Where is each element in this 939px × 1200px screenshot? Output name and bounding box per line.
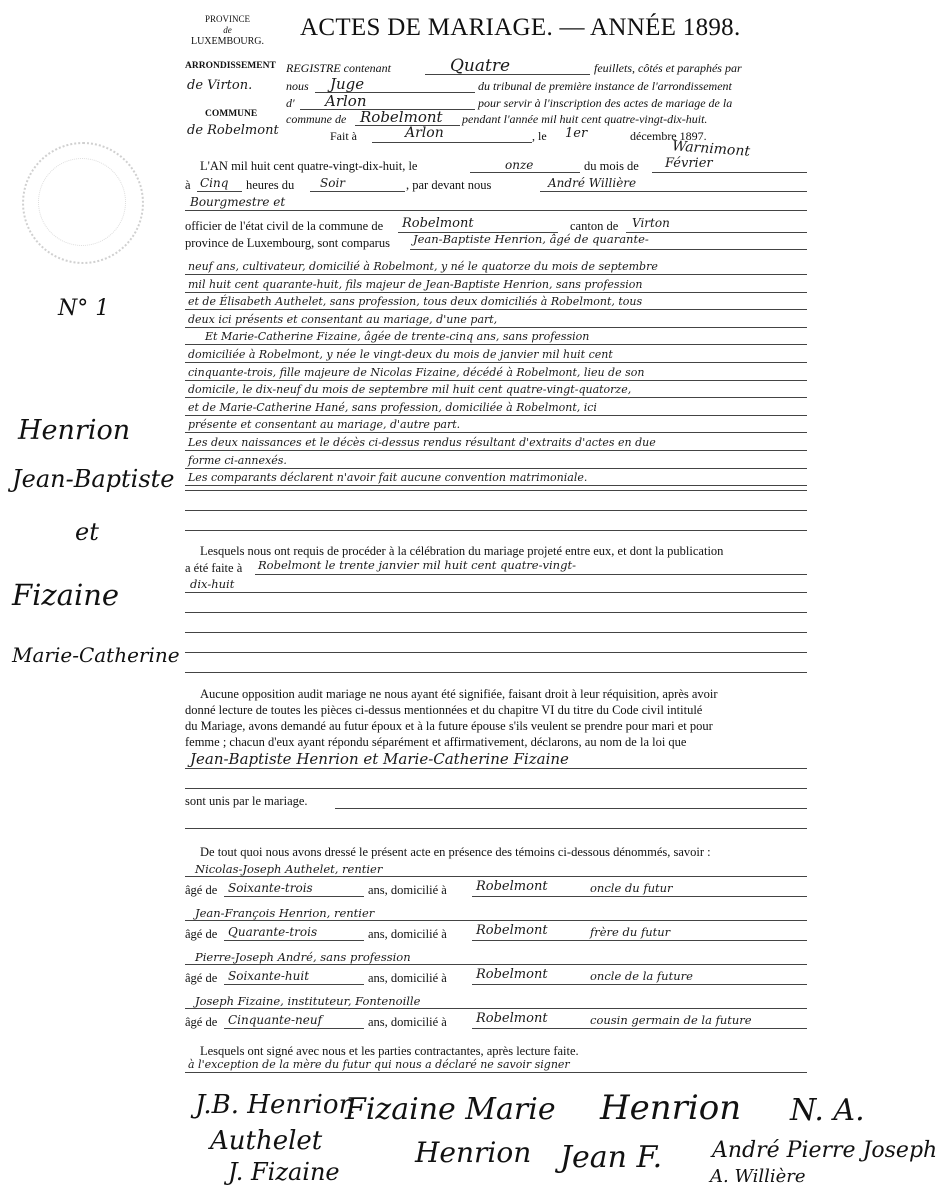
register-l1-hw: Quatre — [450, 56, 511, 76]
handwritten-line: deux ici présents et consentant au mariage, d'une part, — [188, 312, 498, 326]
witness-age-label: âgé de — [185, 883, 218, 897]
handwritten-line: cinquante-trois, fille majeure de Nicolas Fizaine, décédé à Robelmont, lieu de son — [188, 365, 645, 379]
arrondissement-value: de Virton. — [187, 78, 253, 93]
witness-name: Joseph Fizaine, instituteur, Fontenoille — [195, 994, 421, 1008]
witness-age-label: âgé de — [185, 927, 218, 941]
body-p1-hw1: onze — [505, 158, 534, 172]
publication-text-2: a été faite à — [185, 561, 243, 575]
ruled-line — [185, 344, 807, 345]
ruled-line — [185, 964, 807, 965]
handwritten-line: forme ci-annexés. — [188, 453, 287, 467]
register-l3a: d' — [286, 96, 295, 110]
ruled-line — [185, 292, 807, 293]
ruled-line — [185, 362, 807, 363]
witness-place: Robelmont — [476, 967, 548, 982]
signature-9: J. Fizaine — [228, 1158, 340, 1186]
handwritten-line: domicile, le dix-neuf du mois de septembre mil huit cent quatre-vingt-quatorze, — [188, 383, 632, 397]
body-p1-hw2: Février — [665, 156, 713, 171]
body-p2-hw1: Cinq — [200, 176, 229, 190]
witness-ans-label: ans, domicilié à — [368, 971, 447, 985]
province-name: LUXEMBOURG. — [190, 35, 265, 47]
ruled-line — [224, 1028, 364, 1029]
body-p2b: heures du — [246, 178, 295, 192]
ruled-line — [185, 397, 807, 398]
signature-4: N. A. — [790, 1093, 865, 1128]
register-l3-hw: Arlon — [325, 92, 367, 110]
ruled-line — [224, 940, 364, 941]
ruled-line — [472, 896, 807, 897]
witness-relation: oncle du futur — [590, 881, 673, 895]
witness-age-label: âgé de — [185, 1015, 218, 1029]
body-p2a: à — [185, 178, 191, 192]
witness-ans-label: ans, domicilié à — [368, 927, 447, 941]
handwritten-line: et de Marie-Catherine Hané, sans profession, domiciliée à Robelmont, ici — [188, 400, 597, 414]
signature-5: Authelet — [210, 1126, 323, 1156]
ruled-line — [472, 1028, 807, 1029]
witness-age: Soixante-trois — [228, 881, 313, 895]
witness-ans-label: ans, domicilié à — [368, 883, 447, 897]
register-l1b: feuillets, côtés et paraphés par — [594, 61, 742, 75]
witness-place: Robelmont — [476, 1011, 548, 1026]
register-l5-hw: Arlon — [405, 125, 444, 141]
handwritten-line: présente et consentant au mariage, d'autre part. — [188, 418, 461, 432]
ruled-line — [185, 468, 807, 469]
ruled-line — [185, 274, 807, 275]
act-number: N° 1 — [58, 296, 110, 321]
province-de: de — [223, 24, 232, 35]
commune-value: de Robelmont — [187, 123, 279, 138]
ruled-line — [185, 415, 807, 416]
body-p5a: province de Luxembourg, sont comparus — [185, 236, 390, 250]
register-l5a: Fait à — [330, 129, 357, 143]
witness-place: Robelmont — [476, 879, 548, 894]
witness-name: Pierre-Joseph André, sans profession — [195, 950, 411, 964]
witness-intro: De tout quoi nous avons dressé le présent acte en présence des témoins ci-dessous dénommés, savoir : — [200, 845, 711, 859]
margin-name-2: Jean-Baptiste — [12, 465, 175, 493]
ruled-line — [185, 876, 807, 877]
body-p5-hw: Jean-Baptiste Henrion, âgé de quarante- — [413, 232, 649, 246]
signature-10: A. Willière — [710, 1166, 806, 1187]
body-p1a: L'AN mil huit cent quatre-vingt-dix-huit, le — [200, 159, 418, 173]
ruled-line — [185, 450, 807, 451]
opposition-hw: Jean-Baptiste Henrion et Marie-Catherine Fizaine — [190, 750, 569, 768]
province-label: PROVINCE — [204, 14, 250, 24]
register-l5-hw2: 1er — [565, 126, 588, 141]
body-p2-hw2: Soir — [320, 176, 346, 190]
publication-text: Lesquels nous ont requis de procéder à la célébration du mariage projeté entre eux, et dont la publication — [200, 544, 724, 558]
ruled-line — [472, 940, 807, 941]
opposition-line-1: Aucune opposition audit mariage ne nous ayant été signifiée, faisant droit à leur réquisition, après avoir — [200, 687, 718, 701]
registrar-signature: Warnimont — [671, 138, 751, 160]
opposition-line-3: du Mariage, avons demandé au futur époux et à la future épouse s'ils veulent se prendre pour mari et pour — [185, 719, 713, 733]
witness-relation: cousin germain de la future — [590, 1013, 752, 1027]
witness-age: Soixante-huit — [228, 969, 310, 983]
register-l2-hw: Juge — [330, 75, 365, 93]
ruled-line — [224, 896, 364, 897]
body-p4b: canton de — [570, 219, 619, 233]
opposition-line-4: femme ; chacun d'eux ayant répondu séparément et affirmativement, déclarons, au nom de la loi que — [185, 735, 687, 749]
signature-8: André Pierre Joseph — [712, 1138, 938, 1163]
official-seal-inner — [38, 158, 126, 246]
handwritten-line: mil huit cent quarante-huit, fils majeur de Jean-Baptiste Henrion, sans profession — [188, 277, 643, 291]
arrondissement-label: ARRONDISSEMENT — [185, 61, 276, 71]
closing-text: Lesquels ont signé avec nous et les parties contractantes, après lecture faite. — [200, 1044, 579, 1058]
body-p2c: , par devant nous — [406, 178, 492, 192]
witness-age-label: âgé de — [185, 971, 218, 985]
ruled-line — [185, 432, 807, 433]
body-p4a: officier de l'état civil de la commune de — [185, 219, 384, 233]
witness-age: Cinquante-neuf — [228, 1013, 323, 1027]
handwritten-line: Les deux naissances et le décès ci-dessus rendus résultant d'extraits d'actes en due — [188, 436, 656, 449]
ruled-line — [185, 327, 807, 328]
body-p4-hw1: Robelmont — [402, 216, 474, 231]
register-l4a: commune de — [286, 112, 347, 126]
margin-name-3: et — [75, 518, 99, 546]
signature-3: Henrion — [600, 1088, 742, 1128]
witness-name: Nicolas-Joseph Authelet, rentier — [195, 862, 383, 876]
witness-name: Jean-François Henrion, rentier — [195, 906, 375, 920]
ruled-line — [472, 984, 807, 985]
unis-text: sont unis par le mariage. — [185, 794, 308, 808]
margin-name-1: Henrion — [18, 415, 131, 446]
body-p2-hw3: André Willière — [548, 176, 637, 190]
witness-relation: frère du futur — [590, 925, 671, 939]
publication-hw-2: dix-huit — [190, 577, 235, 591]
ruled-line — [185, 485, 807, 486]
register-l5c: décembre 1897. — [630, 129, 707, 143]
ruled-line — [185, 309, 807, 310]
register-l4-hw: Robelmont — [360, 108, 443, 126]
ruled-line — [185, 1008, 807, 1009]
ruled-line — [185, 920, 807, 921]
body-p4-hw2: Virton — [632, 216, 670, 230]
signature-1: J.B. Henrion — [195, 1090, 356, 1120]
handwritten-line: Et Marie-Catherine Fizaine, âgée de trente-cinq ans, sans profession — [205, 330, 590, 344]
signature-7: Jean F. — [560, 1140, 663, 1175]
register-l4b: pendant l'année mil huit cent quatre-vingt-dix-huit. — [462, 112, 708, 126]
margin-name-5: Marie-Catherine — [12, 643, 180, 667]
signature-2: Fizaine Marie — [345, 1092, 556, 1127]
opposition-line-2: donné lecture de toutes les pièces ci-dessus mentionnées et du chapitre VI du titre du Code civil intitulé — [185, 703, 703, 717]
body-p3-hw: Bourgmestre et — [190, 195, 286, 209]
witness-relation: oncle de la future — [590, 969, 693, 983]
publication-hw-1: Robelmont le trente janvier mil huit cent quatre-vingt- — [258, 558, 576, 572]
province-block — [185, 14, 270, 48]
register-l2a: nous — [286, 79, 309, 93]
handwritten-line: domiciliée à Robelmont, y née le vingt-deux du mois de janvier mil huit cent — [188, 348, 613, 361]
ruled-line — [224, 984, 364, 985]
body-p1b: du mois de — [584, 159, 639, 173]
handwritten-line: Les comparants déclarent n'avoir fait aucune convention matrimoniale. — [188, 471, 588, 485]
witness-place: Robelmont — [476, 923, 548, 938]
handwritten-line: et de Élisabeth Authelet, sans profession, tous deux domiciliés à Robelmont, tous — [188, 295, 643, 309]
register-l2b: du tribunal de première instance de l'arrondissement — [478, 79, 732, 93]
witness-ans-label: ans, domicilié à — [368, 1015, 447, 1029]
ruled-line — [185, 380, 807, 381]
witness-age: Quarante-trois — [228, 925, 318, 939]
closing-hw: à l'exception de la mère du futur qui nous a déclaré ne savoir signer — [188, 1058, 570, 1071]
handwritten-line: neuf ans, cultivateur, domicilié à Robelmont, y né le quatorze du mois de septembre — [188, 260, 658, 273]
register-l5b: , le — [532, 129, 547, 143]
register-l3b: pour servir à l'inscription des actes de mariage de la — [478, 96, 733, 110]
margin-name-4: Fizaine — [12, 578, 120, 612]
register-l1a: REGISTRE contenant — [286, 61, 391, 75]
commune-label: COMMUNE — [205, 109, 258, 119]
page-title: ACTES DE MARIAGE. — ANNÉE 1898. — [300, 14, 741, 41]
signature-6: Henrion — [415, 1136, 532, 1169]
